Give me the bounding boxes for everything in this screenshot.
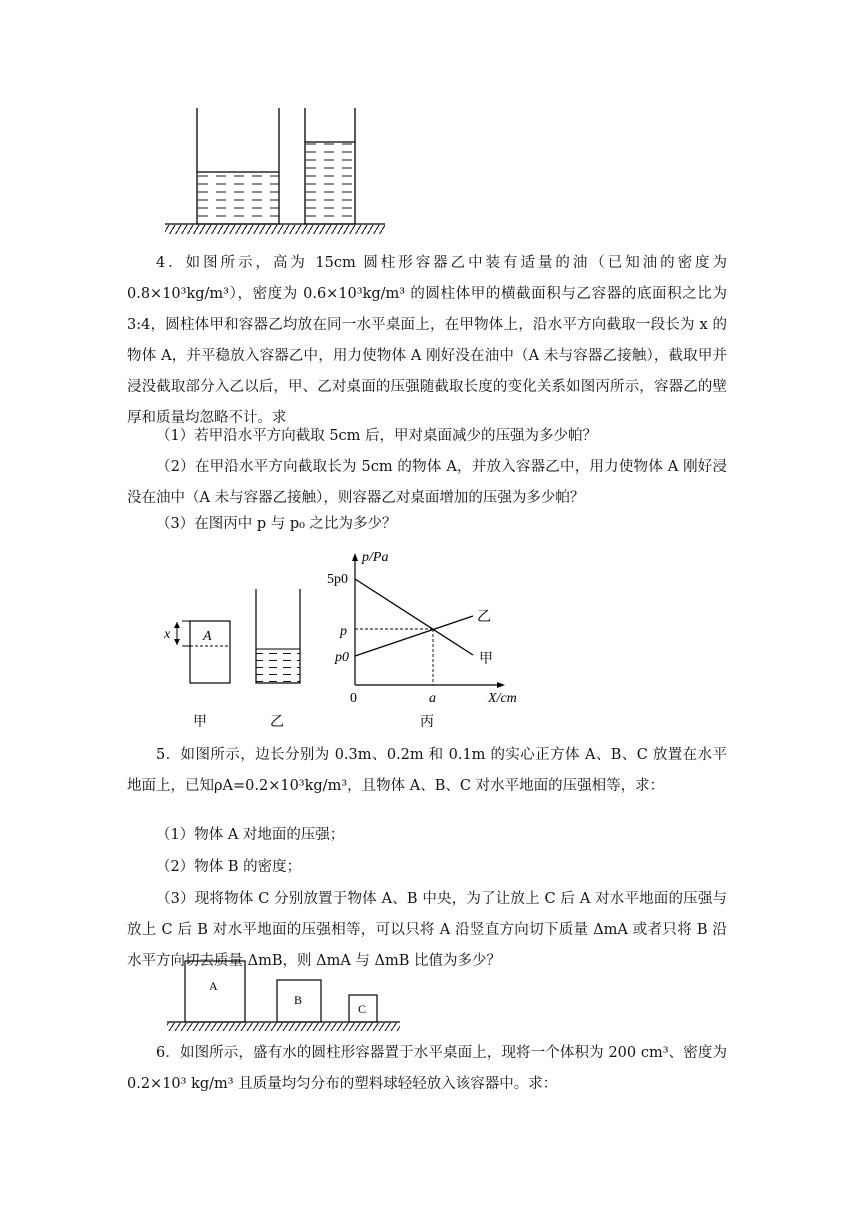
x-axis-label: X/cm xyxy=(488,691,517,706)
origin-label: 0 xyxy=(350,691,357,706)
svg-text:C: C xyxy=(358,1002,367,1016)
q6-intro: 6．如图所示，盛有水的圆柱形容器置于水平桌面上，现将一个体积为 200 cm³、密度为 0.2×10³ kg/m³ 且质量均匀分布的塑料球轻轻放入该容器中。求： xyxy=(127,1045,727,1092)
svg-text:A: A xyxy=(209,979,218,993)
q4-figure xyxy=(155,545,545,735)
label-x: x xyxy=(164,627,171,642)
y-axis-label: p/Pa xyxy=(362,550,389,565)
tick-a: a xyxy=(429,691,436,706)
q5-blocks-figure xyxy=(165,956,405,1036)
q5-sub3: （3）现将物体 C 分别放置于物体 A、B 中央，为了让放上 C 后 A 对水平地面的压强与放上 C 后 B 对水平地面的压强相等，可以只将 A 沿竖直方向切下质量 ΔmA 或者只将 B 沿水平方向切去质量 ΔmB，则 ΔmA 与 ΔmB 比值为多少？ xyxy=(127,891,727,969)
caption-bing: 丙 xyxy=(420,715,434,730)
tick-5p0: 5p0 xyxy=(327,572,348,587)
q4-sub1: （1）若甲沿水平方向截取 5cm 后，甲对桌面减少的压强为多少帕？ xyxy=(156,428,598,444)
top-containers-figure xyxy=(160,100,390,240)
q4-sub3: （3）在图丙中 p 与 p₀ 之比为多少？ xyxy=(156,516,397,532)
q5-sub1: （1）物体 A 对地面的压强； xyxy=(156,827,345,843)
caption-yi: 乙 xyxy=(270,715,284,730)
label-A: A xyxy=(203,629,212,644)
q4-sub2: （2）在甲沿水平方向截取长为 5cm 的物体 A，并放入容器乙中，用力使物体 A 刚好浸没在油中（A 未与容器乙接触），则容器乙对桌面增加的压强为多少帕？ xyxy=(127,459,727,506)
line-yi-label: 乙 xyxy=(477,610,491,625)
q4-intro: 4．如图所示，高为 15cm 圆柱形容器乙中装有适量的油（已知油的密度为 0.8×10³kg/m³），密度为 0.6×10³kg/m³ 的圆柱体甲的横截面积与乙容器的底面积之比为 3:4，圆柱体甲和容器乙均放在同一水平桌面上，在甲物体上，沿水平方向截取一段长为 x 的物体 A，并平稳放入容器乙中，用力使物体 A 刚好没在油中（A 未与容器乙接触），截取甲并浸没截取部分入乙以后，甲、乙对桌面的压强随截取长度的变化关系如图丙所示，容器乙的壁厚和质量均忽略不计。求 xyxy=(127,255,727,426)
tick-p: p xyxy=(340,624,347,639)
svg-text:B: B xyxy=(294,993,303,1007)
caption-jia: 甲 xyxy=(193,715,207,730)
q5-sub2: （2）物体 B 的密度； xyxy=(156,859,302,875)
tick-p0: p0 xyxy=(335,650,349,665)
q5-intro: 5．如图所示，边长分别为 0.3m、0.2m 和 0.1m 的实心正方体 A、B、C 放置在水平地面上，已知ρA=0.2×10³kg/m³，且物体 A、B、C 对水平地面的压强相等，求： xyxy=(127,747,727,794)
line-jia-label: 甲 xyxy=(479,652,493,667)
